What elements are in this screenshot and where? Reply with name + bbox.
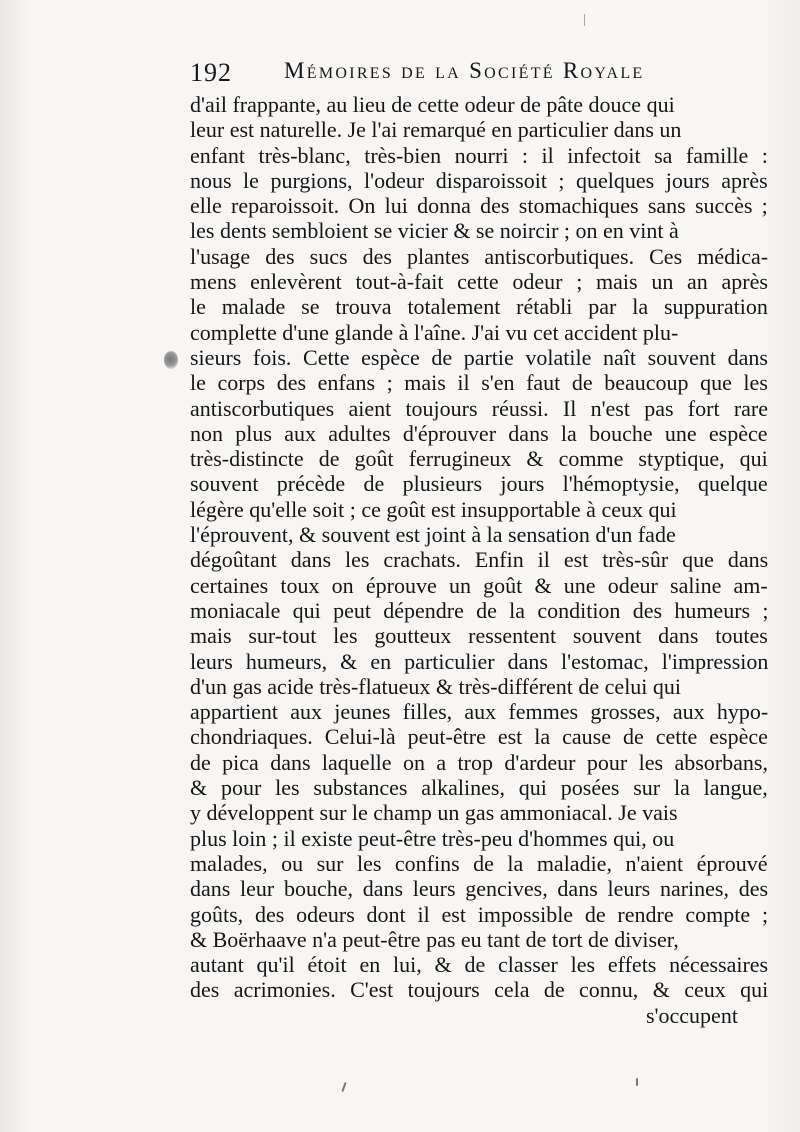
ink-speck — [636, 1078, 638, 1086]
text-line: dégoûtant dans les crachats. Enfin il est très-sûr que dans — [190, 547, 769, 573]
page-number: 192 — [190, 58, 232, 87]
text-line: d'un gas acide très-flatueux & très-différent de celui qui — [190, 673, 682, 699]
text-line: le corps des enfans ; mais il s'en faut de beaucoup que les — [190, 370, 768, 396]
text-line: l'usage des sucs des plantes antiscorbutiques. Ces médica- — [190, 243, 769, 269]
text-line: le malade se trouva totalement rétabli par la suppuration — [190, 294, 768, 320]
text-line: des acrimonies. C'est toujours cela de connu, & ceux qui — [190, 977, 769, 1003]
text-line: elle reparoissoit. On lui donna des stomachiques sans succès ; — [190, 193, 768, 219]
text-line: nous le purgions, l'odeur disparoissoit ; quelques jours après — [190, 167, 768, 193]
text-line: leurs humeurs, & en particulier dans l'estomac, l'impression — [190, 648, 769, 674]
text-line: mais sur-tout les goutteux ressentent souvent dans toutes — [190, 623, 768, 649]
text-line: très-distincte de goût ferrugineux & comme styptique, qui — [190, 446, 768, 472]
text-line: d'ail frappante, au lieu de cette odeur de pâte douce qui — [190, 92, 675, 117]
text-line: dans leur bouche, dans leurs gencives, dans leurs narines, des — [190, 876, 769, 902]
page-header — [190, 56, 750, 92]
text-line: non plus aux adultes d'éprouver dans la bouche une espèce — [190, 420, 768, 446]
text-line: leur est naturelle. Je l'ai remarqué en particulier dans un — [190, 117, 682, 143]
ink-speck — [584, 14, 585, 26]
text-line: antiscorbutiques aient toujours réussi. Il n'est pas fort rare — [190, 395, 768, 421]
text-line: goûts, des odeurs dont il est impossible de rendre compte ; — [190, 901, 769, 927]
text-line: plus loin ; il existe peut-être très-peu d'hommes qui, ou — [190, 825, 675, 851]
text-line: légère qu'elle soit ; ce goût est insupportable à ceux qui — [190, 496, 677, 522]
text-line: de pica dans laquelle on a trop d'ardeur pour les absorbans, — [190, 749, 768, 775]
text-line: y développent sur le champ un gas ammoniacal. Je vais — [190, 800, 678, 826]
text-line: enfant très-blanc, très-bien nourri : il infectoit sa famille : — [190, 142, 768, 168]
ink-speck — [341, 1082, 346, 1092]
text-line: chondriaques. Celui-là peut-être est la cause de cette espèce — [190, 724, 768, 750]
text-line: autant qu'il étoit en lui, & de classer les effets nécessaires — [190, 952, 769, 978]
text-line: certaines toux on éprouve un goût & une odeur saline am- — [190, 572, 768, 598]
text-line: souvent précède de plusieurs jours l'hémoptysie, quelque — [190, 471, 768, 497]
text-line: & Boërhaave n'a peut-être pas eu tant de tort de diviser, — [190, 926, 679, 952]
ink-blot-mark — [164, 351, 178, 369]
running-title: Mémoires de la Société Royale — [284, 58, 645, 83]
text-line: l'éprouvent, & souvent est joint à la sensation d'un fade — [190, 522, 676, 548]
text-line: malades, ou sur les confins de la maladie, n'aient éprouvé — [190, 850, 768, 876]
text-line: appartient aux jeunes filles, aux femmes grosses, aux hypo- — [190, 699, 769, 725]
catchword: s'occupent — [646, 1002, 738, 1028]
text-line: & pour les substances alkalines, qui posées sur la langue, — [190, 775, 768, 801]
text-line: les dents sembloient se vicier & se noircir ; on en vint à — [190, 218, 679, 244]
body-text — [190, 92, 770, 1028]
text-line: complette d'une glande à l'aîne. J'ai vu cet accident plu- — [190, 319, 679, 345]
text-line: moniacale qui peut dépendre de la condition des humeurs ; — [190, 597, 769, 623]
text-line: mens enlevèrent tout-à-fait cette odeur ; mais un an après — [190, 269, 768, 295]
text-line: sieurs fois. Cette espèce de partie volatile naît souvent dans — [190, 344, 768, 370]
